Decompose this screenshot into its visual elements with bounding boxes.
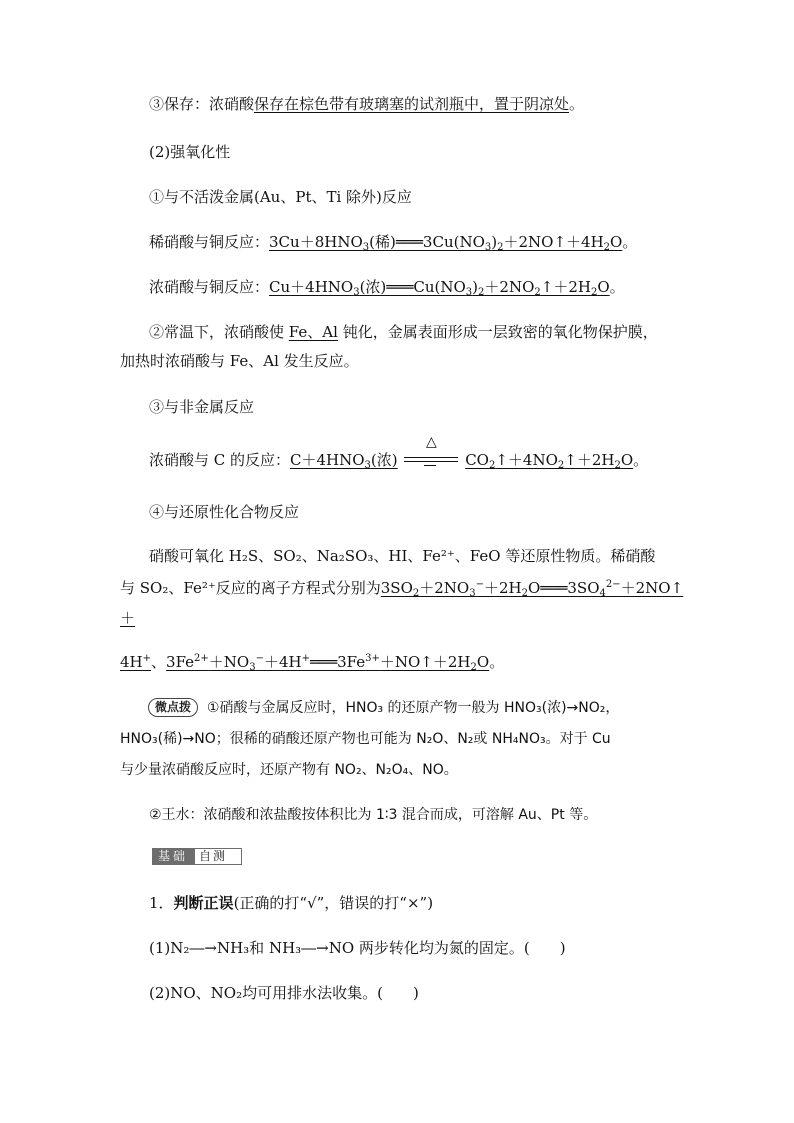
- tip-line-2: HNO₃(稀)→NO；很稀的硝酸还原产物也可能为 N₂O、N₂或 NH₄NO₃。对于 Cu: [120, 731, 611, 747]
- question-1-title: 判断正误: [173, 894, 234, 912]
- storage-suffix: 。: [569, 95, 585, 113]
- question-1-item-2: (2)NO、NO₂均可用排水法收集。( ): [149, 984, 419, 1002]
- carbon-equation: $C+4HNO_3$(浓): [290, 451, 398, 471]
- reducing-line-1: 硝酸可氧化 H₂S、SO₂、Na₂SO₃、HI、Fe²⁺、FeO 等还原性物质。稀硝酸: [149, 547, 656, 565]
- conc-copper-label: 浓硝酸与铜反应：: [149, 278, 270, 296]
- reducing-line-2: [120, 577, 683, 599]
- subheading-nonmetals: ③与非金属反应: [149, 398, 255, 416]
- passivation-text-b: 钝化，金属表面形成一层致密的氧化物保护膜，: [342, 323, 658, 341]
- so2-ionic-equation: $3SO_2+2NO_3^-+2H_2O═══3SO_4^{2-}+2NO↑$: [380, 579, 684, 599]
- self-test-tag-light: 自测: [194, 848, 242, 865]
- subheading-inactive-metals: ①与不活泼金属(Au、Pt、Ti 除外)反应: [149, 188, 412, 206]
- subheading-reducing-compounds: ④与还原性化合物反应: [149, 503, 300, 521]
- dilute-copper-label: 稀硝酸与铜反应：: [149, 233, 270, 251]
- question-1-number: 1．: [149, 894, 174, 912]
- carbon-label: 浓硝酸与 C 的反应：: [149, 451, 291, 469]
- equation-continuation-plus: ＋: [120, 609, 136, 627]
- tip-line-3: 与少量浓硝酸反应时，还原产物有 NO₂、N₂O₄、NO。: [120, 762, 458, 778]
- dilute-copper-line: 稀硝酸与铜反应：$3Cu+8HNO_3$(稀)$═══3Cu(NO_3)_2+2NO↑+4H_2O$。: [149, 233, 638, 253]
- tip-line-4: ②王水：浓硝酸和浓盐酸按体积比为 1∶3 混合而成，可溶解 Au、Pt 等。: [149, 807, 598, 823]
- tip-badge: 微点拨: [148, 698, 198, 717]
- carbon-products: $CO_2↑+4NO_2↑+2H_2O$: [465, 451, 634, 471]
- fe-ionic-equation-part1: 4H+: [120, 653, 152, 671]
- question-1: [149, 892, 433, 914]
- section-heading: (2)强氧化性: [149, 143, 231, 161]
- heat-condition-sign: [402, 434, 460, 471]
- question-1-item-1: (1)N₂―→NH₃和 NH₃―→NO 两步转化均为氮的固定。( ): [149, 939, 566, 957]
- question-1-instructions: (正确的打“√”，错误的打“×”): [233, 894, 434, 912]
- passivation-line-1: [149, 321, 658, 343]
- passivation-metals: Fe、Al: [288, 323, 338, 341]
- conc-copper-line: 浓硝酸与铜反应：$Cu+4HNO_3$(浓)$═══Cu(NO_3)_2+2NO_2↑+2H_2O$。: [149, 278, 625, 298]
- reducing-line-2-prefix: 与 SO₂、Fe²⁺反应的离子方程式分别为: [120, 579, 381, 597]
- dilute-copper-equation: $3Cu+8HNO_3$(稀)$═══3Cu(NO_3)_2+2NO↑+4H_2O$: [269, 233, 623, 253]
- self-test-tag-dark: 基础: [152, 848, 194, 865]
- storage-prefix: ③保存：浓硝酸: [149, 95, 255, 113]
- storage-line: [149, 93, 584, 115]
- passivation-line-2: 加热时浓硝酸与 Fe、Al 发生反应。: [120, 352, 359, 370]
- self-test-tag: [152, 848, 242, 865]
- storage-answer: 保存在棕色带有玻璃塞的试剂瓶中，置于阴凉处: [254, 95, 570, 113]
- carbon-line: 浓硝酸与 C 的反应：$C+4HNO_3$(浓) △ $CO_2↑+4NO_2↑+2H_2O$。: [149, 449, 648, 471]
- conc-copper-equation: $Cu+4HNO_3$(浓)$═══Cu(NO_3)_2+2NO_2↑+2H_2O$: [269, 278, 610, 298]
- tip-text-1: ①硝酸与金属反应时，HNO₃ 的还原产物一般为 HNO₃(浓)→NO₂，: [206, 700, 620, 716]
- heat-triangle-icon: △: [426, 434, 437, 450]
- passivation-text-a: ②常温下，浓硝酸使: [149, 323, 285, 341]
- fe-ionic-equation-part2: $3Fe^{2+}+NO_3^-+4H^+═══3Fe^{3+}+NO↑+2H_2O$: [166, 653, 490, 673]
- fe-ionic-equation-line: 4H+、$3Fe^{2+}+NO_3^-+4H^+═══3Fe^{3+}+NO↑+2H_2O$。: [120, 653, 505, 673]
- tip-line-1: [148, 697, 619, 719]
